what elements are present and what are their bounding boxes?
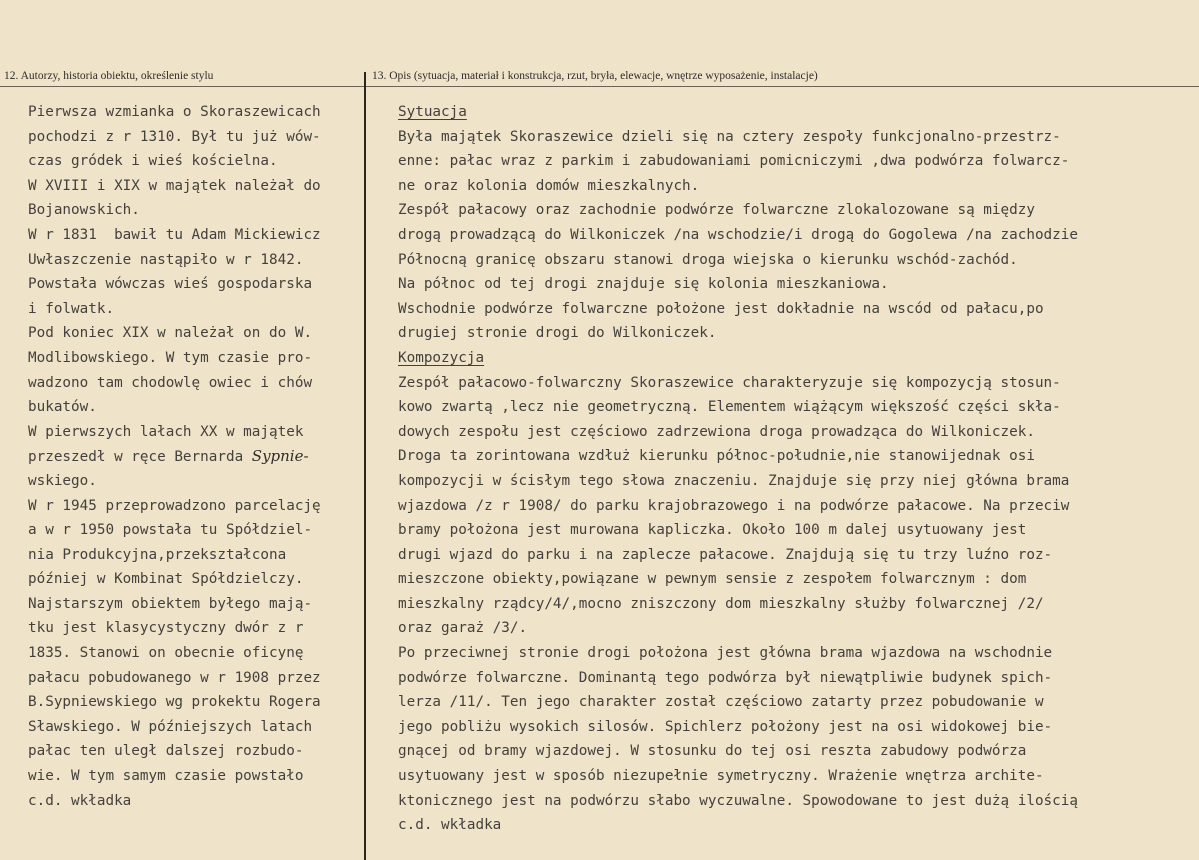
- text-line: wie. W tym samym czasie powstało: [28, 768, 304, 785]
- continuation-note: c.d. wkładka: [28, 792, 132, 809]
- text-line: Wschodnie podwórze folwarczne położone jest dokładnie na wscód od pałacu,po: [398, 300, 1044, 317]
- header-divider: [0, 86, 1199, 87]
- text-line: czas gródek i wieś kościelna.: [28, 153, 278, 170]
- text-line: kowo zwartą ,lecz nie geometryczną. Elementem wiążącym większość części skła-: [398, 399, 1061, 416]
- text-line: Zespół pałacowy oraz zachodnie podwórze folwarczne zlokalozowane są między: [398, 202, 1035, 219]
- text-line: oraz garaż /3/.: [398, 620, 528, 637]
- text-line: drugi wjazd do parku i na zaplecze pałacowe. Znajdują się tu trzy luźno roz-: [398, 546, 1053, 563]
- text-line: pochodzi z r 1310. Był tu już wów-: [28, 128, 321, 145]
- text-line: wjazdowa /z r 1908/ do parku krajobrazowego i na podwórze pałacowe. Na przeciw: [398, 497, 1070, 514]
- section-12-heading: 12. Autorzy, historia obiektu, określenie stylu: [4, 70, 214, 82]
- subheading-sytuacja: Sytuacja: [398, 104, 467, 120]
- handwritten-name: Sypnie-: [251, 447, 309, 466]
- text-line: bukatów.: [28, 399, 97, 416]
- text-line: Powstała wówczas wieś gospodarska: [28, 276, 313, 293]
- text-line: Najstarszym obiektem byłego mają-: [28, 595, 313, 612]
- text-line-part: przeszedł w ręce Bernarda: [28, 449, 252, 466]
- text-line: Była majątek Skoraszewice dzieli się na cztery zespoły funkcjonalno-przestrz-: [398, 128, 1061, 145]
- text-line: i folwatk.: [28, 300, 115, 317]
- continuation-note: c.d. wkładka: [398, 817, 502, 834]
- text-line: enne: pałac wraz z parkim i zabudowaniami pomicniczymi ,dwa podwórza folwarcz-: [398, 153, 1070, 170]
- text-line: mieszkalny rządcy/4/,mocno zniszczony dom mieszkalny służby folwarcznej /2/: [398, 595, 1044, 612]
- text-line: W XVIII i XIX w majątek należał do: [28, 177, 321, 194]
- text-line: kompozycji w ścisłym tego słowa znaczeniu. Znajduje się przy niej główna brama: [398, 472, 1070, 489]
- text-line: Pod koniec XIX w należał on do W.: [28, 325, 313, 342]
- text-line: a w r 1950 powstała tu Spółdziel-: [28, 522, 313, 539]
- text-line: Uwłaszczenie nastąpiło w r 1842.: [28, 251, 304, 268]
- text-line: Na północ od tej drogi znajduje się kolonia mieszkaniowa.: [398, 276, 889, 293]
- text-line: drogą prowadzącą do Wilkoniczek /na wschodzie/i drogą do Gogolewa /na zachodzie: [398, 226, 1078, 243]
- text-line: B.Sypniewskiego wg prokektu Rogera: [28, 694, 321, 711]
- text-line-with-handwriting: [28, 444, 368, 469]
- text-line: W pierwszych lałach XX w majątek: [28, 423, 304, 440]
- text-line: Pierwsza wzmianka o Skoraszewicach: [28, 104, 321, 120]
- text-line: wskiego.: [28, 472, 97, 489]
- text-line: W r 1945 przeprowadzono parcelację: [28, 497, 321, 514]
- text-line: lerza /11/. Ten jego charakter został częściowo zatarty przez pobudowanie w: [398, 694, 1044, 711]
- description-text-column: [398, 100, 1195, 838]
- text-line: bramy położona jest murowana kapliczka. Około 100 m dalej usytuowany jest: [398, 522, 1027, 539]
- text-line: jego pobliżu wysokich silosów. Spichlerz położony jest na osi widokowej bie-: [398, 718, 1053, 735]
- text-line: Modlibowskiego. W tym czasie pro-: [28, 349, 313, 366]
- text-line: podwórze folwarczne. Dominantą tego podwórza był niewątpliwie budynek spich-: [398, 669, 1053, 686]
- text-line: dowych zespołu jest częściowo zadrzewiona droga prowadząca do Wilkoniczek.: [398, 423, 1035, 440]
- text-line: usytuowany jest w sposób niezupełnie symetryczny. Wrażenie wnętrza archite-: [398, 768, 1044, 785]
- subheading-kompozycja: Kompozycja: [398, 349, 485, 366]
- text-line: Bojanowskich.: [28, 202, 140, 219]
- text-line: ktonicznego jest na podwórzu słabo wyczuwalne. Spowodowane to jest dużą ilością: [398, 792, 1078, 809]
- text-line: Droga ta zorintowana wzdłuż kierunku północ-południe,nie stanowijednak osi: [398, 448, 1035, 465]
- text-line: W r 1831 bawił tu Adam Mickiewicz: [28, 226, 321, 243]
- text-line: drugiej stronie drogi do Wilkoniczek.: [398, 325, 717, 342]
- text-line: gnącej od bramy wjazdowej. W stosunku do tej osi reszta zabudowy podwórza: [398, 743, 1027, 760]
- text-line: Północną granicę obszaru stanowi droga wiejska o kierunku wschód-zachód.: [398, 251, 1018, 268]
- text-line: mieszczone obiekty,powiązane w pewnym sensie z zespołem folwarcznym : dom: [398, 571, 1027, 588]
- text-line: nia Produkcyjna,przekształcona: [28, 546, 287, 563]
- text-line: Sławskiego. W późniejszych latach: [28, 718, 313, 735]
- text-line: wadzono tam chodowlę owiec i chów: [28, 374, 313, 391]
- section-13-heading: 13. Opis (sytuacja, materiał i konstrukcja, rzut, bryła, elewacje, wnętrze wyposażenie, instalacje): [372, 70, 818, 82]
- text-line: 1835. Stanowi on obecnie oficynę: [28, 645, 304, 662]
- text-line: pałacu pobudowanego w r 1908 przez: [28, 669, 321, 686]
- text-line: Po przeciwnej stronie drogi położona jest główna brama wjazdowa na wschodnie: [398, 645, 1053, 662]
- text-line: pałac ten uległ dalszej rozbudo-: [28, 743, 304, 760]
- history-text-column: [28, 100, 368, 813]
- text-line: później w Kombinat Spółdzielczy.: [28, 571, 304, 588]
- text-line: ne oraz kolonia domów mieszkalnych.: [398, 177, 700, 194]
- text-line: tku jest klasycystyczny dwór z r: [28, 620, 304, 637]
- text-line: Zespół pałacowo-folwarczny Skoraszewice charakteryzuje się kompozycją stosun-: [398, 374, 1061, 391]
